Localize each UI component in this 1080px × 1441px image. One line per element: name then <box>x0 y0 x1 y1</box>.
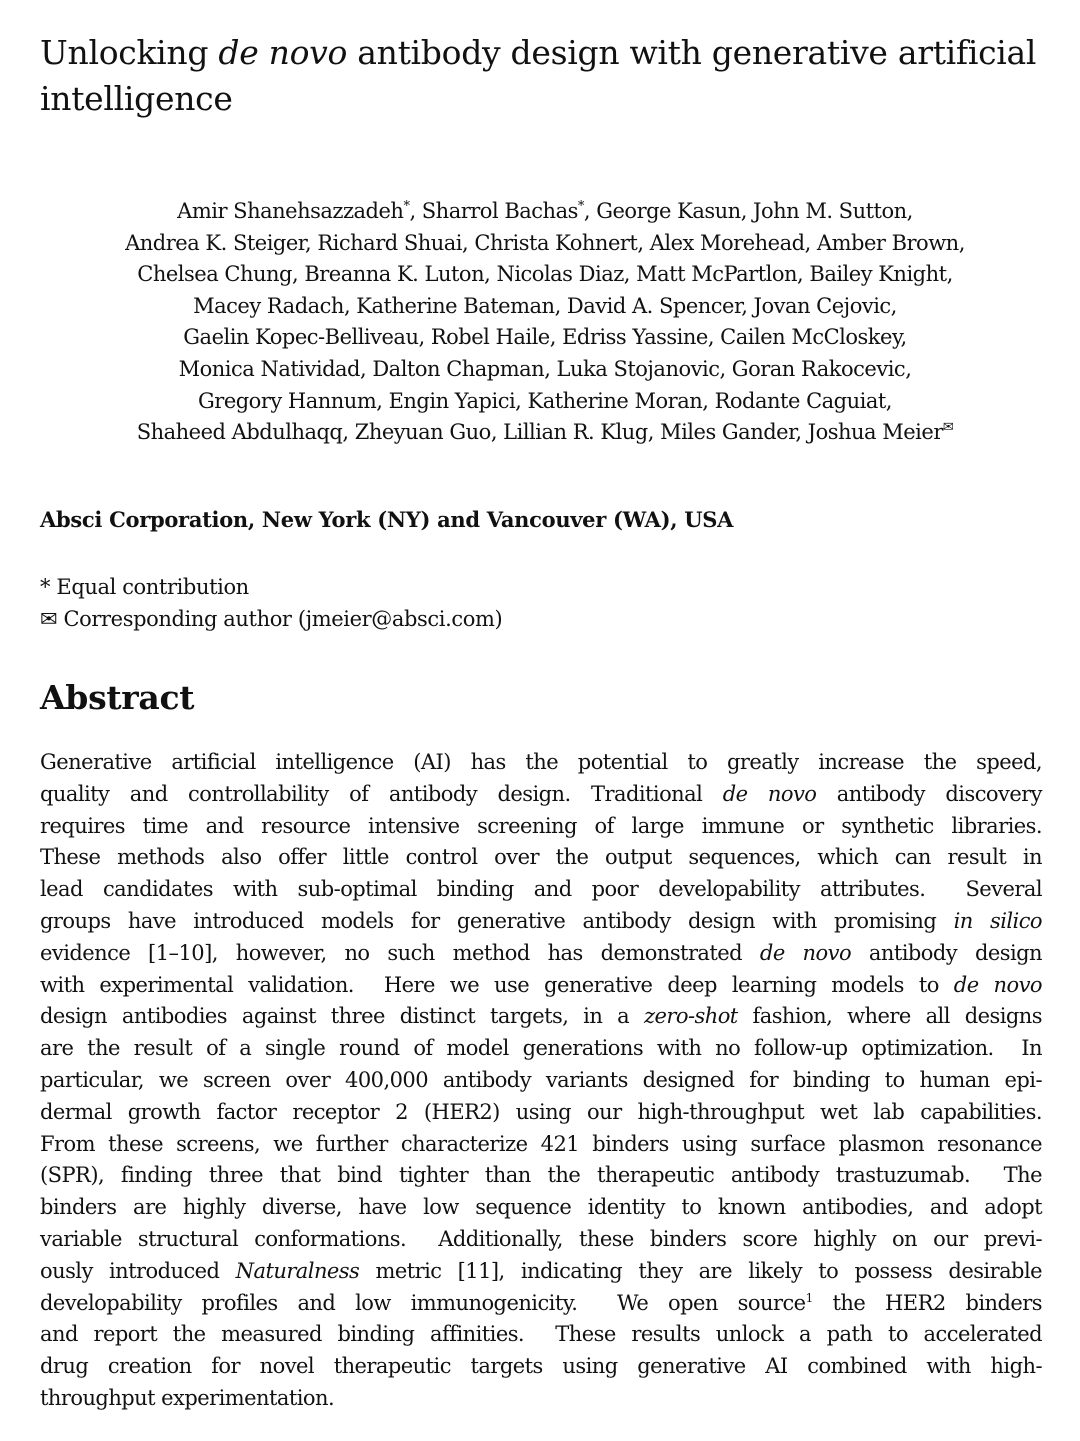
abstract-text: the HER2 binders <box>812 1290 1042 1315</box>
paper-title <box>40 30 1050 122</box>
abstract-text: dermal growth factor receptor 2 (HER2) using our high-throughput wet lab capabilities. <box>40 1099 1042 1124</box>
abstract-line <box>40 1065 1042 1097</box>
abstract-line <box>40 1160 1042 1192</box>
abstract-line <box>40 842 1042 874</box>
asterisk-icon: * <box>40 575 51 599</box>
author-line <box>40 417 1050 449</box>
abstract-text: variable structural conformations. Additionally, these binders score highly on our previ- <box>40 1226 1042 1251</box>
abstract-text: are the result of a single round of model generations with no follow-up optimization. In <box>40 1036 1042 1061</box>
abstract-line <box>40 1256 1042 1288</box>
abstract-text: ously introduced <box>40 1258 236 1283</box>
abstract-line <box>40 1319 1042 1351</box>
abstract-text: throughput experimentation. <box>40 1385 335 1410</box>
author-line: Gaelin Kopec-Belliveau, Robel Haile, Edriss Yassine, Cailen McCloskey, <box>183 325 907 350</box>
title-italic: de novo <box>218 33 348 72</box>
author-names: Shaheed Abdulhaqq, Zheyuan Guo, Lillian R. Klug, Miles Gander, Joshua Meier <box>136 420 943 445</box>
author-line: Macey Radach, Katherine Bateman, David A. Spencer, Jovan Cejovic, <box>193 293 897 318</box>
abstract-line <box>40 1097 1042 1129</box>
author-line: Chelsea Chung, Breanna K. Luton, Nicolas Diaz, Matt McPartlon, Bailey Knight, <box>137 262 953 287</box>
equal-contribution-note <box>40 571 502 603</box>
author-names: , George Kasun, John M. Sutton, <box>583 199 913 223</box>
abstract-text: lead candidates with sub-optimal binding and poor developability attributes. Several <box>40 877 1042 902</box>
abstract-text: binders are highly diverse, have low sequence identity to known antibodies, and adopt <box>40 1195 1042 1220</box>
envelope-icon: ✉ <box>942 420 954 436</box>
abstract-text: drug creation for novel therapeutic targets using generative AI combined with high- <box>40 1354 1042 1379</box>
abstract-text: fashion, where all designs <box>737 1004 1042 1029</box>
abstract-body <box>40 747 1042 1415</box>
abstract-line <box>40 1224 1042 1256</box>
author-name: , Sharrol Bachas <box>409 199 578 223</box>
author-line: Gregory Hannum, Engin Yapici, Katherine Moran, Rodante Caguiat, <box>198 388 892 413</box>
abstract-text: These methods also offer little control over the output sequences, which can result in <box>40 845 1042 870</box>
abstract-text: quality and controllability of antibody design. Traditional <box>40 781 723 806</box>
abstract-text: requires time and resource intensive screening of large immune or synthetic libraries. <box>40 813 1042 838</box>
abstract-text: particular, we screen over 400,000 antibody variants designed for binding to human epi- <box>40 1067 1042 1092</box>
abstract-line <box>40 906 1042 938</box>
author-line: Andrea K. Steiger, Richard Shuai, Christa Kohnert, Alex Morehead, Amber Brown, <box>125 230 965 255</box>
abstract-text: (SPR), finding three that bind tighter than the therapeutic antibody trastuzumab. The <box>40 1163 1042 1188</box>
title-text-2: antibody design with generative artificial <box>347 33 1037 72</box>
affiliation: Absci Corporation, New York (NY) and Vancouver (WA), USA <box>40 507 734 532</box>
equal-contribution-marker: * <box>577 199 584 214</box>
abstract-text: and report the measured binding affinities. These results unlock a path to accelerated <box>40 1322 1042 1347</box>
italic-term: de novo <box>759 940 852 965</box>
italic-term: in silico <box>953 908 1043 933</box>
abstract-line <box>40 874 1042 906</box>
italic-term: zero-shot <box>643 1004 738 1029</box>
abstract-text: with experimental validation. Here we use generative deep learning models to <box>40 972 954 997</box>
abstract-line <box>40 1192 1042 1224</box>
envelope-icon: ✉ <box>40 607 58 631</box>
italic-term: de novo <box>953 972 1042 997</box>
abstract-line <box>40 1383 1042 1415</box>
abstract-text: antibody discovery <box>816 781 1042 806</box>
abstract-text: Generative artificial intelligence (AI) has the potential to greatly increase the speed, <box>40 750 1042 774</box>
author-list <box>40 196 1050 449</box>
corresponding-author-text: Corresponding author (jmeier@absci.com) <box>57 607 503 631</box>
abstract-text: From these screens, we further characterize 421 binders using surface plasmon resonance <box>40 1131 1042 1156</box>
equal-contribution-text: Equal contribution <box>50 575 249 599</box>
abstract-line <box>40 779 1042 811</box>
footnote-marker: 1 <box>805 1290 813 1305</box>
title-text-3: intelligence <box>40 79 233 118</box>
author-line: Monica Natividad, Dalton Chapman, Luka Stojanovic, Goran Rakocevic, <box>178 356 912 381</box>
abstract-text: antibody design <box>851 940 1042 965</box>
abstract-text: design antibodies against three distinct targets, in a <box>40 1004 644 1029</box>
abstract-line <box>40 1288 1042 1320</box>
author-name: Amir Shanehsazzadeh <box>177 199 404 223</box>
author-notes <box>40 571 502 635</box>
italic-term: de novo <box>722 781 817 806</box>
title-text-1: Unlocking <box>40 33 219 72</box>
abstract-heading: Abstract <box>40 678 195 717</box>
abstract-text: evidence [1–10], however, no such method has demonstrated <box>40 940 760 965</box>
abstract-line <box>40 1001 1042 1033</box>
abstract-line <box>40 970 1042 1002</box>
abstract-line <box>40 1033 1042 1065</box>
abstract-text: groups have introduced models for generative antibody design with promising <box>40 908 954 933</box>
abstract-line <box>40 811 1042 843</box>
abstract-text: metric [11], indicating they are likely to possess desirable <box>359 1258 1042 1283</box>
author-line <box>40 196 1050 228</box>
abstract-line <box>40 1351 1042 1383</box>
equal-contribution-marker: * <box>403 199 410 214</box>
italic-term: Naturalness <box>235 1258 360 1283</box>
abstract-line <box>40 938 1042 970</box>
abstract-text: developability profiles and low immunogenicity. We open source <box>40 1290 806 1315</box>
abstract-line <box>40 747 1042 779</box>
abstract-line <box>40 1129 1042 1161</box>
corresponding-author-note <box>40 603 502 635</box>
